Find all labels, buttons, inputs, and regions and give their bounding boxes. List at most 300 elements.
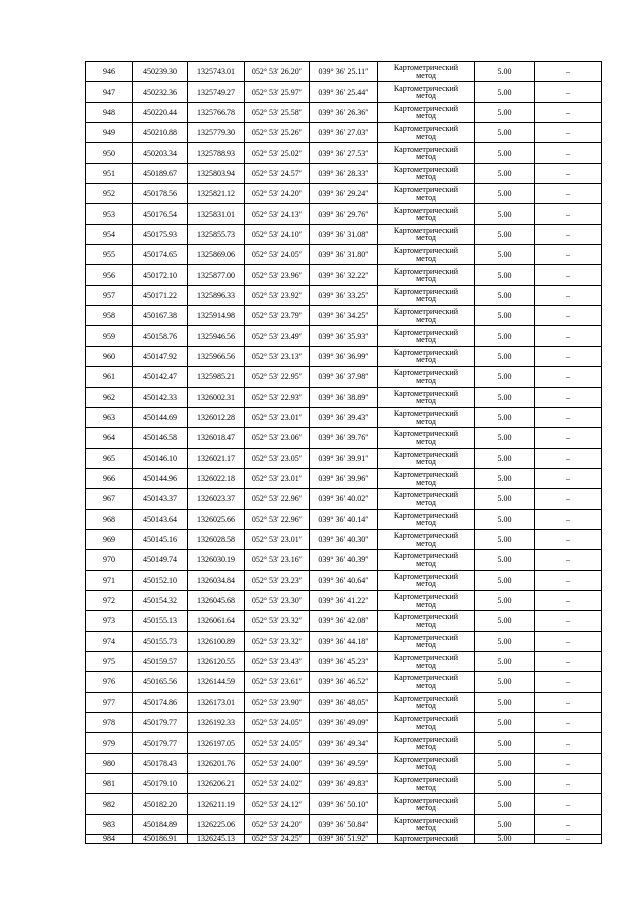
latitude-cell: 052° 53′ 25.97″: [245, 82, 310, 102]
y-coordinate-cell: 1326120.55: [188, 651, 245, 671]
accuracy-cell: 5.00: [475, 428, 535, 448]
point-number-cell: 978: [86, 713, 133, 733]
note-cell: –: [535, 570, 602, 590]
y-coordinate-cell: 1325766.78: [188, 102, 245, 122]
y-coordinate-cell: 1325821.12: [188, 184, 245, 204]
latitude-cell: 052° 53′ 24.20″: [245, 184, 310, 204]
table-row: [86, 529, 602, 549]
method-line-2: метод: [416, 619, 436, 629]
note-cell: –: [535, 326, 602, 346]
method-line-2: метод: [416, 131, 436, 141]
y-coordinate-cell: 1325946.56: [188, 326, 245, 346]
accuracy-cell: 5.00: [475, 489, 535, 509]
longitude-cell: 039° 36′ 28.33″: [310, 163, 378, 183]
y-coordinate-cell: 1326225.06: [188, 814, 245, 834]
accuracy-cell: 5.00: [475, 407, 535, 427]
point-number-cell: 966: [86, 468, 133, 488]
note-cell: –: [535, 265, 602, 285]
x-coordinate-cell: 450165.56: [133, 672, 188, 692]
latitude-cell: 052° 53′ 22.96″: [245, 509, 310, 529]
note-cell: –: [535, 224, 602, 244]
latitude-cell: 052° 53′ 23.49″: [245, 326, 310, 346]
method-cell: [378, 692, 475, 712]
method-line-1: Картометрический: [393, 286, 459, 296]
y-coordinate-cell: 1326192.33: [188, 713, 245, 733]
y-coordinate-cell: 1325779.30: [188, 123, 245, 143]
y-coordinate-cell: 1325985.21: [188, 367, 245, 387]
table-row: [86, 204, 602, 224]
accuracy-cell: 5.00: [475, 753, 535, 773]
table-row: [86, 224, 602, 244]
table-row: [86, 143, 602, 163]
note-cell: –: [535, 163, 602, 183]
method-line-2: метод: [416, 233, 436, 243]
y-coordinate-cell: 1325749.27: [188, 82, 245, 102]
note-cell: –: [535, 448, 602, 468]
x-coordinate-cell: 450186.91: [133, 835, 188, 844]
table-row: [86, 753, 602, 773]
accuracy-cell: 5.00: [475, 611, 535, 631]
method-line-1: Картометрический: [393, 144, 459, 154]
y-coordinate-cell: 1325855.73: [188, 224, 245, 244]
longitude-cell: 039° 36′ 50.10″: [310, 794, 378, 814]
y-coordinate-cell: 1326030.19: [188, 550, 245, 570]
point-number-cell: 984: [86, 835, 133, 844]
longitude-cell: 039° 36′ 39.91″: [310, 448, 378, 468]
accuracy-cell: 5.00: [475, 306, 535, 326]
y-coordinate-cell: 1326002.31: [188, 387, 245, 407]
method-line-1: Картометрический: [393, 693, 459, 703]
method-line-1: Картометрический: [393, 307, 459, 317]
method-line-1: Картометрический: [393, 185, 459, 195]
accuracy-cell: 5.00: [475, 529, 535, 549]
point-number-cell: 961: [86, 367, 133, 387]
longitude-cell: 039° 36′ 40.64″: [310, 570, 378, 590]
x-coordinate-cell: 450175.93: [133, 224, 188, 244]
point-number-cell: 955: [86, 245, 133, 265]
method-cell: [378, 326, 475, 346]
note-cell: –: [535, 184, 602, 204]
coordinates-table: [85, 61, 602, 844]
latitude-cell: 052° 53′ 23.30″: [245, 590, 310, 610]
table-row: [86, 428, 602, 448]
method-line-2: метод: [416, 518, 436, 528]
method-line-2: метод: [416, 558, 436, 568]
point-number-cell: 972: [86, 590, 133, 610]
point-number-cell: 950: [86, 143, 133, 163]
method-line-2: метод: [416, 579, 436, 589]
method-line-2: метод: [416, 274, 436, 284]
note-cell: –: [535, 611, 602, 631]
method-cell: [378, 570, 475, 590]
note-cell: –: [535, 346, 602, 366]
table-row: [86, 62, 602, 82]
y-coordinate-cell: 1325877.00: [188, 265, 245, 285]
latitude-cell: 052° 53′ 23.61″: [245, 672, 310, 692]
accuracy-cell: 5.00: [475, 651, 535, 671]
point-number-cell: 953: [86, 204, 133, 224]
note-cell: –: [535, 387, 602, 407]
longitude-cell: 039° 36′ 40.39″: [310, 550, 378, 570]
note-cell: –: [535, 529, 602, 549]
note-cell: –: [535, 245, 602, 265]
accuracy-cell: 5.00: [475, 224, 535, 244]
x-coordinate-cell: 450174.65: [133, 245, 188, 265]
latitude-cell: 052° 53′ 26.20″: [245, 62, 310, 82]
method-line-1: Картометрический: [393, 612, 459, 622]
y-coordinate-cell: 1326197.05: [188, 733, 245, 753]
table-row: [86, 468, 602, 488]
accuracy-cell: 5.00: [475, 550, 535, 570]
method-cell: [378, 753, 475, 773]
method-line-2: метод: [416, 721, 436, 731]
method-line-1: Картометрический: [393, 470, 459, 480]
x-coordinate-cell: 450155.13: [133, 611, 188, 631]
note-cell: –: [535, 713, 602, 733]
accuracy-cell: 5.00: [475, 590, 535, 610]
method-line-1: Картометрический: [393, 225, 459, 235]
method-line-2: метод: [416, 599, 436, 609]
method-line-1: Картометрический: [393, 205, 459, 215]
table-row: [86, 814, 602, 834]
point-number-cell: 970: [86, 550, 133, 570]
longitude-cell: 039° 36′ 25.11″: [310, 62, 378, 82]
accuracy-cell: 5.00: [475, 835, 535, 844]
longitude-cell: 039° 36′ 29.24″: [310, 184, 378, 204]
note-cell: –: [535, 489, 602, 509]
table-row: [86, 550, 602, 570]
table-row: [86, 611, 602, 631]
table-row: [86, 407, 602, 427]
longitude-cell: 039° 36′ 32.22″: [310, 265, 378, 285]
y-coordinate-cell: 1326144.59: [188, 672, 245, 692]
method-cell: [378, 367, 475, 387]
method-cell: [378, 143, 475, 163]
longitude-cell: 039° 36′ 33.25″: [310, 285, 378, 305]
method-line-1: Картометрический: [393, 834, 459, 844]
table-body: [86, 62, 602, 844]
accuracy-cell: 5.00: [475, 814, 535, 834]
table-row: [86, 306, 602, 326]
latitude-cell: 052° 53′ 23.06″: [245, 428, 310, 448]
method-line-2: метод: [416, 823, 436, 833]
x-coordinate-cell: 450178.56: [133, 184, 188, 204]
table-row: [86, 123, 602, 143]
method-cell: [378, 346, 475, 366]
y-coordinate-cell: 1326025.66: [188, 509, 245, 529]
latitude-cell: 052° 53′ 22.93″: [245, 387, 310, 407]
table-row: [86, 733, 602, 753]
point-number-cell: 949: [86, 123, 133, 143]
table-row: [86, 774, 602, 794]
longitude-cell: 039° 36′ 36.99″: [310, 346, 378, 366]
y-coordinate-cell: 1326245.13: [188, 835, 245, 844]
method-line-1: Картометрический: [393, 347, 459, 357]
x-coordinate-cell: 450176.54: [133, 204, 188, 224]
method-cell: [378, 407, 475, 427]
method-line-2: метод: [416, 314, 436, 324]
method-line-2: метод: [416, 477, 436, 487]
longitude-cell: 039° 36′ 42.08″: [310, 611, 378, 631]
latitude-cell: 052° 53′ 22.96″: [245, 489, 310, 509]
y-coordinate-cell: 1325743.01: [188, 62, 245, 82]
accuracy-cell: 5.00: [475, 794, 535, 814]
method-line-1: Картометрический: [393, 531, 459, 541]
longitude-cell: 039° 36′ 29.76″: [310, 204, 378, 224]
note-cell: –: [535, 550, 602, 570]
note-cell: –: [535, 367, 602, 387]
method-cell: [378, 713, 475, 733]
table-row: [86, 509, 602, 529]
point-number-cell: 981: [86, 774, 133, 794]
method-cell: [378, 814, 475, 834]
note-cell: –: [535, 123, 602, 143]
y-coordinate-cell: 1326012.28: [188, 407, 245, 427]
y-coordinate-cell: 1326021.17: [188, 448, 245, 468]
note-cell: –: [535, 509, 602, 529]
note-cell: –: [535, 835, 602, 844]
table-row: [86, 346, 602, 366]
method-line-1: Картометрический: [393, 83, 459, 93]
method-line-2: метод: [416, 538, 436, 548]
longitude-cell: 039° 36′ 46.52″: [310, 672, 378, 692]
method-line-1: Картометрический: [393, 815, 459, 825]
point-number-cell: 975: [86, 651, 133, 671]
note-cell: –: [535, 102, 602, 122]
y-coordinate-cell: 1326023.37: [188, 489, 245, 509]
longitude-cell: 039° 36′ 45.23″: [310, 651, 378, 671]
longitude-cell: 039° 36′ 50.84″: [310, 814, 378, 834]
method-line-2: метод: [416, 762, 436, 772]
method-line-1: Картометрический: [393, 388, 459, 398]
x-coordinate-cell: 450143.64: [133, 509, 188, 529]
point-number-cell: 958: [86, 306, 133, 326]
note-cell: –: [535, 631, 602, 651]
y-coordinate-cell: 1326206.21: [188, 774, 245, 794]
method-line-2: метод: [416, 416, 436, 426]
method-cell: [378, 733, 475, 753]
accuracy-cell: 5.00: [475, 102, 535, 122]
latitude-cell: 052° 53′ 23.13″: [245, 346, 310, 366]
method-line-1: Картометрический: [393, 409, 459, 419]
table-row: [86, 163, 602, 183]
y-coordinate-cell: 1326211.19: [188, 794, 245, 814]
accuracy-cell: 5.00: [475, 692, 535, 712]
accuracy-cell: 5.00: [475, 245, 535, 265]
y-coordinate-cell: 1325966.56: [188, 346, 245, 366]
x-coordinate-cell: 450189.67: [133, 163, 188, 183]
table-row: [86, 82, 602, 102]
longitude-cell: 039° 36′ 41.22″: [310, 590, 378, 610]
point-number-cell: 954: [86, 224, 133, 244]
method-line-2: метод: [416, 355, 436, 365]
latitude-cell: 052° 53′ 24.12″: [245, 794, 310, 814]
table-row: [86, 265, 602, 285]
note-cell: –: [535, 651, 602, 671]
longitude-cell: 039° 36′ 35.93″: [310, 326, 378, 346]
y-coordinate-cell: 1325896.33: [188, 285, 245, 305]
x-coordinate-cell: 450171.22: [133, 285, 188, 305]
latitude-cell: 052° 53′ 24.05″: [245, 713, 310, 733]
y-coordinate-cell: 1325803.94: [188, 163, 245, 183]
x-coordinate-cell: 450203.34: [133, 143, 188, 163]
point-number-cell: 963: [86, 407, 133, 427]
accuracy-cell: 5.00: [475, 163, 535, 183]
x-coordinate-cell: 450145.16: [133, 529, 188, 549]
longitude-cell: 039° 36′ 49.34″: [310, 733, 378, 753]
y-coordinate-cell: 1326173.01: [188, 692, 245, 712]
x-coordinate-cell: 450147.92: [133, 346, 188, 366]
point-number-cell: 974: [86, 631, 133, 651]
note-cell: –: [535, 62, 602, 82]
x-coordinate-cell: 450182.20: [133, 794, 188, 814]
method-line-2: метод: [416, 680, 436, 690]
accuracy-cell: 5.00: [475, 123, 535, 143]
table-row: [86, 285, 602, 305]
method-line-1: Картометрический: [393, 266, 459, 276]
method-line-1: Картометрический: [393, 775, 459, 785]
x-coordinate-cell: 450232.36: [133, 82, 188, 102]
method-line-2: метод: [416, 192, 436, 202]
latitude-cell: 052° 53′ 23.32″: [245, 611, 310, 631]
accuracy-cell: 5.00: [475, 143, 535, 163]
method-line-2: метод: [416, 660, 436, 670]
method-line-1: Картометрический: [393, 490, 459, 500]
x-coordinate-cell: 450144.69: [133, 407, 188, 427]
longitude-cell: 039° 36′ 40.02″: [310, 489, 378, 509]
note-cell: –: [535, 428, 602, 448]
note-cell: –: [535, 753, 602, 773]
point-number-cell: 952: [86, 184, 133, 204]
latitude-cell: 052° 53′ 22.95″: [245, 367, 310, 387]
longitude-cell: 039° 36′ 39.76″: [310, 428, 378, 448]
point-number-cell: 959: [86, 326, 133, 346]
x-coordinate-cell: 450158.76: [133, 326, 188, 346]
table-row: [86, 794, 602, 814]
x-coordinate-cell: 450179.77: [133, 713, 188, 733]
x-coordinate-cell: 450220.44: [133, 102, 188, 122]
note-cell: –: [535, 285, 602, 305]
table-row: [86, 651, 602, 671]
accuracy-cell: 5.00: [475, 509, 535, 529]
longitude-cell: 039° 36′ 31.80″: [310, 245, 378, 265]
note-cell: –: [535, 143, 602, 163]
method-line-2: метод: [416, 152, 436, 162]
y-coordinate-cell: 1326100.89: [188, 631, 245, 651]
table-row: [86, 102, 602, 122]
x-coordinate-cell: 450172.10: [133, 265, 188, 285]
table-row: [86, 590, 602, 610]
table-row: [86, 387, 602, 407]
point-number-cell: 977: [86, 692, 133, 712]
method-line-1: Картометрический: [393, 103, 459, 113]
method-line-1: Картометрический: [393, 653, 459, 663]
latitude-cell: 052° 53′ 24.25″: [245, 835, 310, 844]
method-line-1: Картометрический: [393, 551, 459, 561]
x-coordinate-cell: 450142.33: [133, 387, 188, 407]
method-cell: [378, 672, 475, 692]
longitude-cell: 039° 36′ 37.98″: [310, 367, 378, 387]
longitude-cell: 039° 36′ 34.25″: [310, 306, 378, 326]
latitude-cell: 052° 53′ 25.58″: [245, 102, 310, 122]
accuracy-cell: 5.00: [475, 367, 535, 387]
method-line-2: метод: [416, 335, 436, 345]
note-cell: –: [535, 468, 602, 488]
method-line-2: метод: [416, 640, 436, 650]
method-line-2: метод: [416, 253, 436, 263]
point-number-cell: 982: [86, 794, 133, 814]
latitude-cell: 052° 53′ 24.00″: [245, 753, 310, 773]
x-coordinate-cell: 450184.89: [133, 814, 188, 834]
method-line-2: метод: [416, 70, 436, 80]
x-coordinate-cell: 450179.10: [133, 774, 188, 794]
x-coordinate-cell: 450146.10: [133, 448, 188, 468]
method-cell: [378, 285, 475, 305]
table-row: [86, 245, 602, 265]
x-coordinate-cell: 450155.73: [133, 631, 188, 651]
latitude-cell: 052° 53′ 23.43″: [245, 651, 310, 671]
point-number-cell: 969: [86, 529, 133, 549]
accuracy-cell: 5.00: [475, 62, 535, 82]
method-cell: [378, 448, 475, 468]
method-line-1: Картометрический: [393, 429, 459, 439]
longitude-cell: 039° 36′ 49.09″: [310, 713, 378, 733]
method-line-2: метод: [416, 213, 436, 223]
y-coordinate-cell: 1326022.18: [188, 468, 245, 488]
method-line-2: метод: [416, 457, 436, 467]
method-cell: [378, 204, 475, 224]
longitude-cell: 039° 36′ 39.43″: [310, 407, 378, 427]
y-coordinate-cell: 1325788.93: [188, 143, 245, 163]
accuracy-cell: 5.00: [475, 733, 535, 753]
method-line-1: Картометрический: [393, 795, 459, 805]
latitude-cell: 052° 53′ 23.01″: [245, 468, 310, 488]
latitude-cell: 052° 53′ 23.16″: [245, 550, 310, 570]
method-cell: [378, 631, 475, 651]
longitude-cell: 039° 36′ 31.08″: [310, 224, 378, 244]
table-row: [86, 713, 602, 733]
latitude-cell: 052° 53′ 23.01″: [245, 529, 310, 549]
latitude-cell: 052° 53′ 23.23″: [245, 570, 310, 590]
note-cell: –: [535, 672, 602, 692]
x-coordinate-cell: 450167.38: [133, 306, 188, 326]
point-number-cell: 960: [86, 346, 133, 366]
latitude-cell: 052° 53′ 24.13″: [245, 204, 310, 224]
method-cell: [378, 184, 475, 204]
latitude-cell: 052° 53′ 24.57″: [245, 163, 310, 183]
latitude-cell: 052° 53′ 23.90″: [245, 692, 310, 712]
accuracy-cell: 5.00: [475, 387, 535, 407]
longitude-cell: 039° 36′ 48.05″: [310, 692, 378, 712]
x-coordinate-cell: 450142.47: [133, 367, 188, 387]
method-line-2: метод: [416, 111, 436, 121]
point-number-cell: 968: [86, 509, 133, 529]
accuracy-cell: 5.00: [475, 448, 535, 468]
latitude-cell: 052° 53′ 23.01″: [245, 407, 310, 427]
method-line-2: метод: [416, 91, 436, 101]
point-number-cell: 964: [86, 428, 133, 448]
x-coordinate-cell: 450149.74: [133, 550, 188, 570]
point-number-cell: 971: [86, 570, 133, 590]
note-cell: –: [535, 407, 602, 427]
y-coordinate-cell: 1325831.01: [188, 204, 245, 224]
method-line-2: метод: [416, 803, 436, 813]
method-line-1: Картометрический: [393, 592, 459, 602]
latitude-cell: 052° 53′ 23.79″: [245, 306, 310, 326]
method-cell: [378, 102, 475, 122]
point-number-cell: 946: [86, 62, 133, 82]
note-cell: –: [535, 306, 602, 326]
